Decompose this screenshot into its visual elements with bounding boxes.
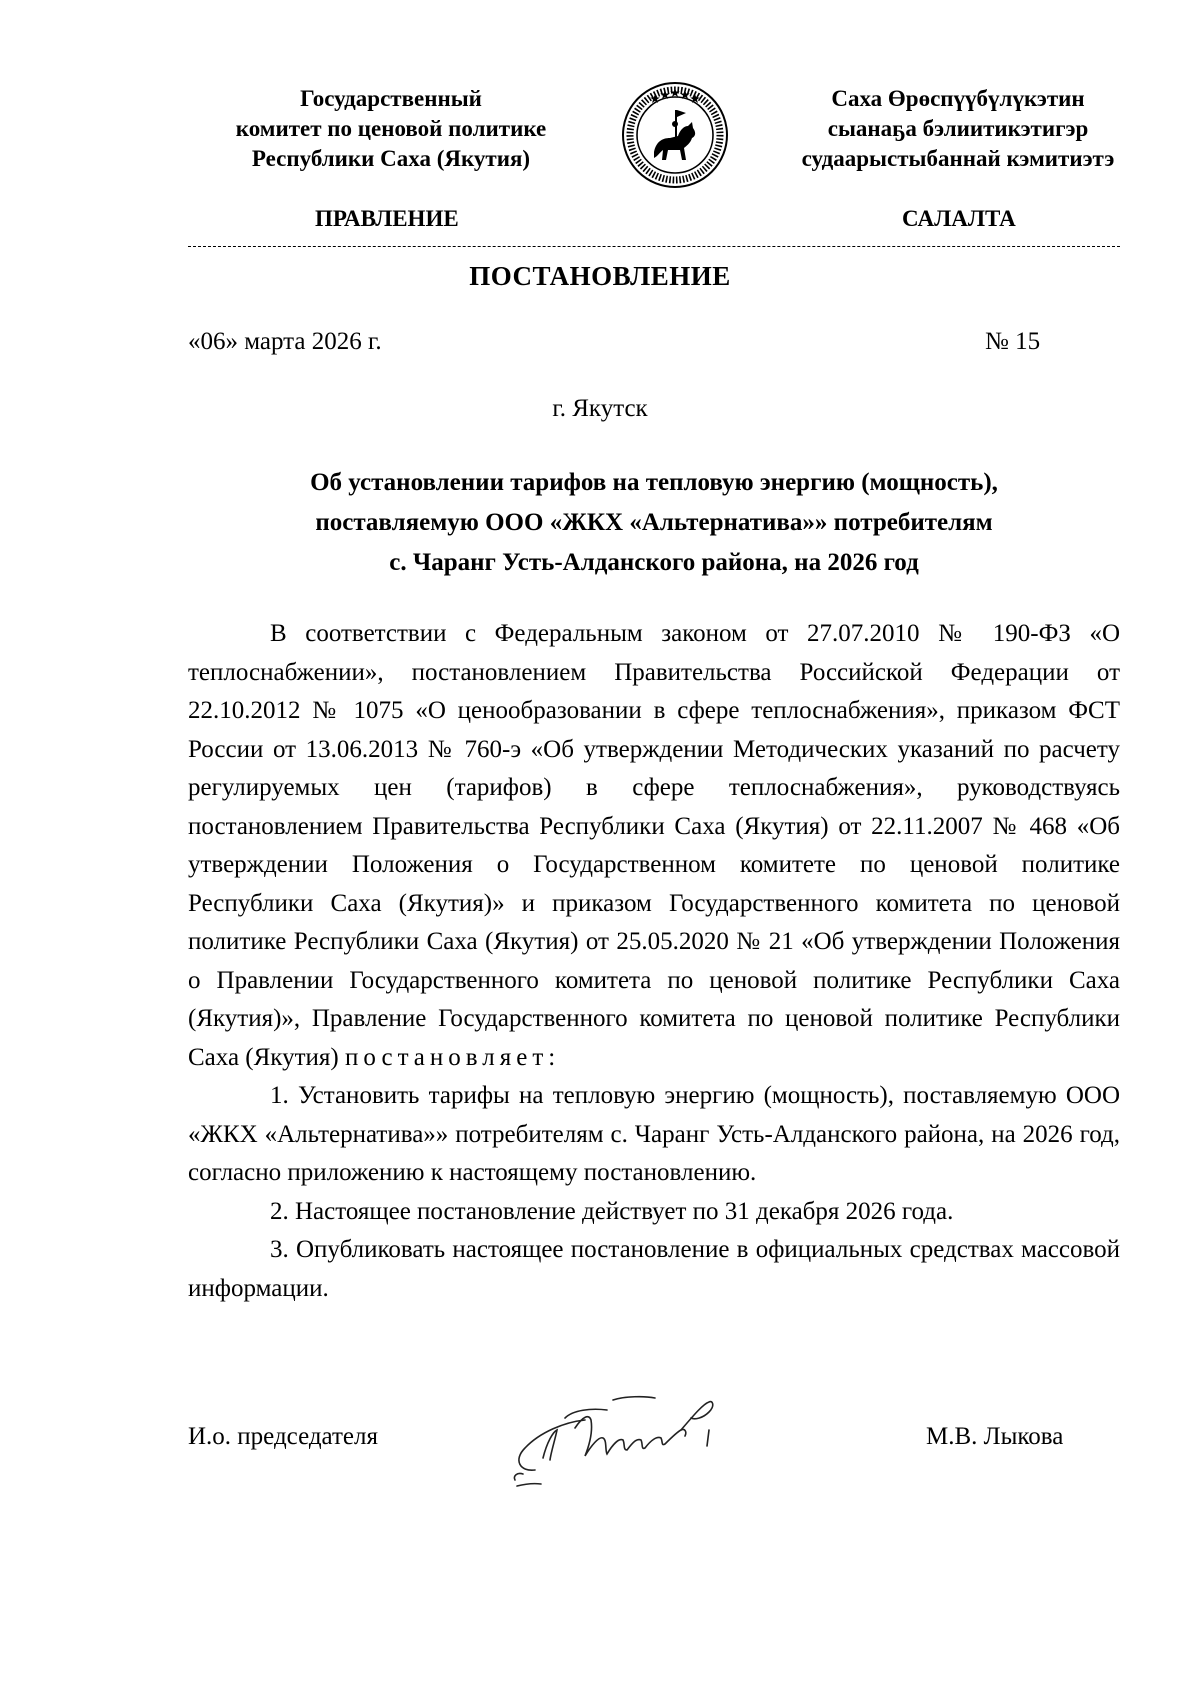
subject-line: поставляемую ООО «ЖКХ «Альтернатива»» потребителям <box>315 509 993 536</box>
header-right-subtitle: САЛАЛТА <box>902 206 1016 231</box>
header-left-line: Государственный <box>300 86 482 111</box>
preamble-paragraph <box>188 615 1120 1077</box>
clause-paragraph: 2. Настоящее постановление действует по 31 декабря 2026 года. <box>270 1197 954 1225</box>
clause-paragraph: 1. Установить тарифы на тепловую энергию (мощность), поставляемую ООО «ЖКХ «Альтернатива»» потребителям с. Чаранг Усть-Алданского района, на 2026 год, согласно приложению к настоящему постановлению. <box>188 1082 1120 1186</box>
header-right-line: сыанаҕа бэлиитикэтигэр <box>827 116 1089 141</box>
signatory-name: М.В. Лыкова <box>926 1423 1064 1450</box>
subject-line: с. Чаранг Усть-Алданского района, на 2026 год <box>389 549 919 576</box>
document-date: «06» марта 2026 г. <box>188 328 382 355</box>
header-right-block <box>778 84 1138 174</box>
header-right-line: судаарыстыбаннай кэмитиэтэ <box>801 146 1115 171</box>
document-city: г. Якутск <box>552 395 648 422</box>
subject-line: Об установлении тарифов на тепловую энергию (мощность), <box>310 469 998 496</box>
header-left-subtitle: ПРАВЛЕНИЕ <box>315 206 459 231</box>
handwritten-signature-icon <box>495 1380 785 1490</box>
header-right-line: Саха Өрөспүүбүлүкэтин <box>831 86 1085 111</box>
header-left-line: Республики Саха (Якутия) <box>251 146 531 171</box>
header-left-line: комитет по ценовой политике <box>235 116 547 141</box>
signatory-position: И.о. председателя <box>188 1423 379 1450</box>
preamble-text: В соответствии с Федеральным законом от 27.07.2010 № 190-ФЗ «О теплоснабжении», постановлением Правительства Российской Федерации от 22.10.2012 № 1075 «О ценообразовании в сфере теплоснабжения», приказом ФСТ России от 13.06.2013 № 760-э «Об утверждении Методических указаний по расчету регулируемых цен (тарифов) в сфере теплоснабжения», руководствуясь постановлением Правительства Республики Саха (Якутия) от 22.11.2007 № 468 «Об утверждении Положения о Государственном комитете по ценовой политике Республики Саха (Якутия)» и приказом Государственного комитета по ценовой политике Республики Саха (Якутия) от 25.05.2020 № 21 «Об утверждении Положения о Правлении Государственного комитета по ценовой политике Республики Саха (Якутия)», Правление Государственного комитета по ценовой политике Республики Саха (Якутия) <box>188 620 1120 1071</box>
header-divider <box>188 246 1120 247</box>
clause-paragraph: 3. Опубликовать настоящее постановление в официальных средствах массовой информации. <box>188 1236 1120 1302</box>
sakha-coat-of-arms-icon <box>620 80 730 190</box>
header-left-block <box>186 84 596 174</box>
document-subject <box>188 463 1120 583</box>
document-number: № 15 <box>985 328 1041 355</box>
document-type-title: ПОСТАНОВЛЕНИЕ <box>469 261 731 291</box>
preamble-verb: постановляет: <box>344 1043 561 1071</box>
document-body <box>188 615 1120 1308</box>
